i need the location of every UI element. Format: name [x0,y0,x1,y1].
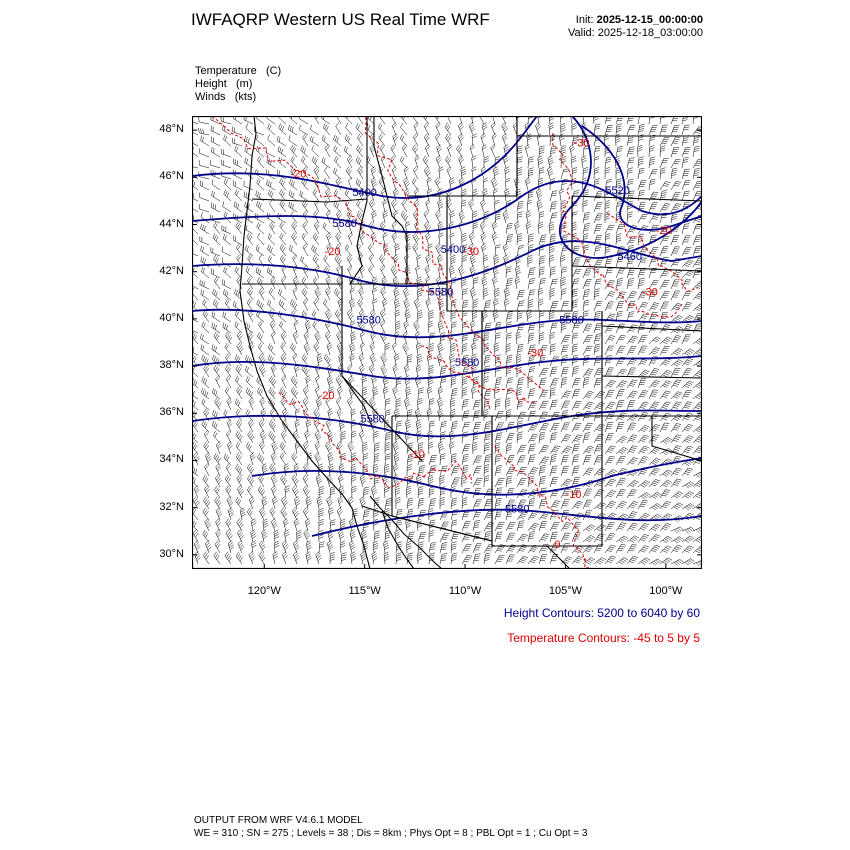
init-value: 2025-12-15_00:00:00 [596,14,703,26]
temperature-contour-label: -20 [318,390,335,403]
temperature-contour-label: -30 [527,347,544,360]
temperature-contour-label: 0 [554,538,561,551]
height-contour-label: 5400 [440,243,466,256]
init-label: Init: [575,14,594,26]
lat-tick-label: 36°N [159,406,184,419]
field-winds [195,91,256,104]
height-contour-label: 5580 [454,357,480,370]
field-height [195,78,252,91]
height-contour-label: 5580 [360,413,385,426]
temperature-contour-label: -30 [463,246,480,259]
lat-tick-label: 32°N [159,500,184,513]
temperature-contour-label: -10 [565,489,582,502]
lat-tick-label: 44°N [159,217,184,230]
field-temperature [195,65,281,78]
map-canvas[interactable] [192,116,702,569]
field-name: Temperature [195,65,257,77]
lat-tick-label: 34°N [159,453,184,466]
lat-tick-label: 38°N [159,359,184,372]
temperature-contour-label: -20 [655,224,672,237]
temperature-contour-label: -20 [290,168,307,181]
temperature-contour-label: -30 [641,286,658,299]
lat-tick-label: 48°N [159,123,184,136]
time-info [568,14,703,40]
height-contour-label: 5460 [617,250,642,263]
height-contour-label: 5520 [605,184,630,197]
valid-time [568,27,703,40]
field-name: Winds [195,91,226,103]
chart-title: IWFAQRP Western US Real Time WRF [191,10,490,29]
model-output-line: OUTPUT FROM WRF V4.6.1 MODEL [194,815,363,826]
lat-tick-label: 42°N [159,264,184,277]
height-contour-label: 5580 [559,314,584,327]
field-unit: (m) [235,78,253,90]
field-unit: (kts) [234,91,257,103]
temperature-contour-label: -20 [324,246,341,259]
lat-tick-label: 40°N [159,311,184,324]
lon-tick-label: 120°W [247,585,281,597]
valid-label: Valid: [568,27,595,39]
height-contour-label: 5580 [356,314,381,327]
field-unit: (C) [265,65,282,77]
lat-tick-label: 46°N [159,170,184,183]
height-contour-label: 5580 [505,503,530,516]
lon-tick-label: 115°W [348,585,381,597]
height-contour-label: 5400 [352,187,377,200]
init-time [568,14,703,27]
temperature-contour-info: Temperature Contours: -45 to 5 by 5 [507,631,700,645]
model-config-line: WE = 310 ; SN = 275 ; Levels = 38 ; Dis = 8km ; Phys Opt = 8 ; PBL Opt = 1 ; Cu Opt = 3 [194,828,588,839]
field-name: Height [195,78,227,90]
lon-tick-label: 100°W [649,585,683,597]
valid-value: 2025-12-18_03:00:00 [597,27,703,39]
lon-tick-label: 105°W [548,585,583,597]
height-contour-info: Height Contours: 5200 to 6040 by 60 [503,606,700,620]
height-contour-label: 5580 [428,286,454,299]
lon-tick-label: 110°W [448,585,482,597]
temperature-contour-label: -30 [573,137,590,150]
height-contour-label: 5580 [332,217,357,230]
lat-tick-label: 30°N [159,547,184,560]
weather-map[interactable] [192,116,702,569]
temperature-contour-label: -10 [408,449,425,462]
